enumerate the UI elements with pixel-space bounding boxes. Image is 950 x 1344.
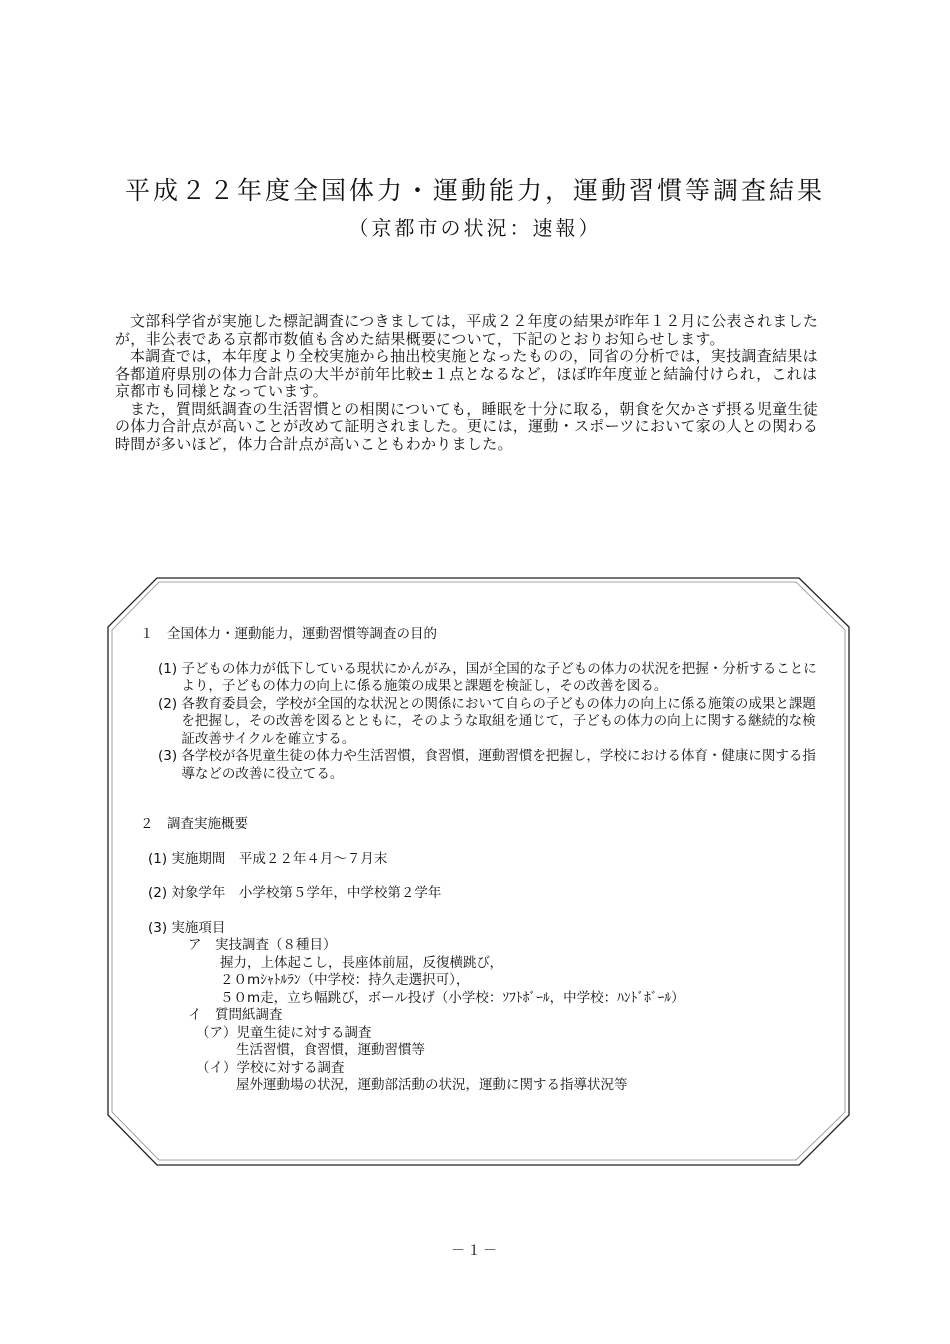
purpose-item-text: 子どもの体力が低下している現状にかんがみ，国が全国的な子どもの体力の状況を把握・分析することにより，子どもの体力の向上に係る施策の成果と課題を検証し，その改善を図る。 <box>181 660 817 694</box>
summary-content <box>140 626 820 1095</box>
student-survey-heading: （ア）児童生徒に対する調査 <box>196 1024 372 1041</box>
intro-paragraph-1: 文部科学省が実施した標記調査につきましては，平成２２年度の結果が昨年１２月に公表されましたが，非公表である京都市数値も含めた結果概要について，下記のとおりお知らせします。 <box>115 312 819 348</box>
survey-period: (1) 実施期間 平成２２年４月～７月末 <box>148 850 388 867</box>
purpose-item-number: (2) <box>158 695 182 712</box>
purpose-list <box>140 661 820 784</box>
purpose-item-3 <box>158 748 820 783</box>
practical-test-heading: ア 実技調査（８種目） <box>188 937 337 953</box>
purpose-item-text: 各教育委員会，学校が全国的な状況との関係において自らの子どもの体力の向上に係る施策の成果と課題を把握し，その改善を図るとともに，そのような取組を通じて，子どもの体力の向上に関する継続的な検証改善サイクルを確立する。 <box>181 695 816 747</box>
student-survey-text: 生活習慣，食習慣，運動習慣等 <box>236 1042 425 1058</box>
page-title: 平成２２年度全国体力・運動能力，運動習慣等調査結果 <box>124 176 825 205</box>
target-grades: (2) 対象学年 小学校第５学年，中学校第２学年 <box>148 885 442 901</box>
purpose-item-number: (3) <box>158 748 182 764</box>
page-number: －１－ <box>451 1243 499 1259</box>
school-survey-text: 屋外運動場の状況，運動部活動の状況，運動に関する指導状況等 <box>236 1077 628 1093</box>
practical-test-line-2: ２０mｼｬﾄﾙﾗﾝ（中学校：持久走選択可）， <box>220 972 470 988</box>
purpose-item-2 <box>158 696 820 749</box>
section-1-heading: １ 全国体力・運動能力，運動習慣等調査の目的 <box>140 626 437 642</box>
section-2-heading: ２ 調査実施概要 <box>140 816 248 832</box>
page-subtitle: （京都市の状況：速報） <box>348 216 602 240</box>
intro-text <box>115 313 830 453</box>
survey-items-heading: (3) 実施項目 <box>148 919 226 936</box>
intro-paragraph-3: また，質問紙調査の生活習慣との相関についても，睡眠を十分に取る，朝食を欠かさず摂る児童生徒の体力合計点が高いことが改めて証明されました。更には，運動・スポーツにおいて家の人との関わる時間が多いほど，体力合計点が高いこともわかりました。 <box>115 399 819 453</box>
school-survey-heading: （イ）学校に対する調査 <box>196 1059 345 1076</box>
practical-test-line-3: ５０m走，立ち幅跳び，ボール投げ（小学校：ｿﾌﾄﾎﾞｰﾙ，中学校：ﾊﾝﾄﾞﾎﾞｰﾙ） <box>220 989 685 1006</box>
purpose-item-number: (1) <box>158 660 182 677</box>
practical-test-line-1: 握力，上体起こし，長座体前屈，反復横跳び， <box>220 954 503 971</box>
intro-paragraph-2: 本調査では，本年度より全校実施から抽出校実施となったものの，同省の分析では，実技調査結果は各都道府県別の体力合計点の大半が前年比較±１点となるなど，ほぼ昨年度並と結論付けられ，これは京都市も同様となっています。 <box>115 347 818 400</box>
purpose-item-1 <box>158 661 820 696</box>
purpose-item-text: 各学校が各児童生徒の体力や生活習慣，食習慣，運動習慣を把握し，学校における体育・健康に関する指導などの改善に役立てる。 <box>181 748 816 782</box>
questionnaire-heading: イ 質問紙調査 <box>188 1007 283 1023</box>
